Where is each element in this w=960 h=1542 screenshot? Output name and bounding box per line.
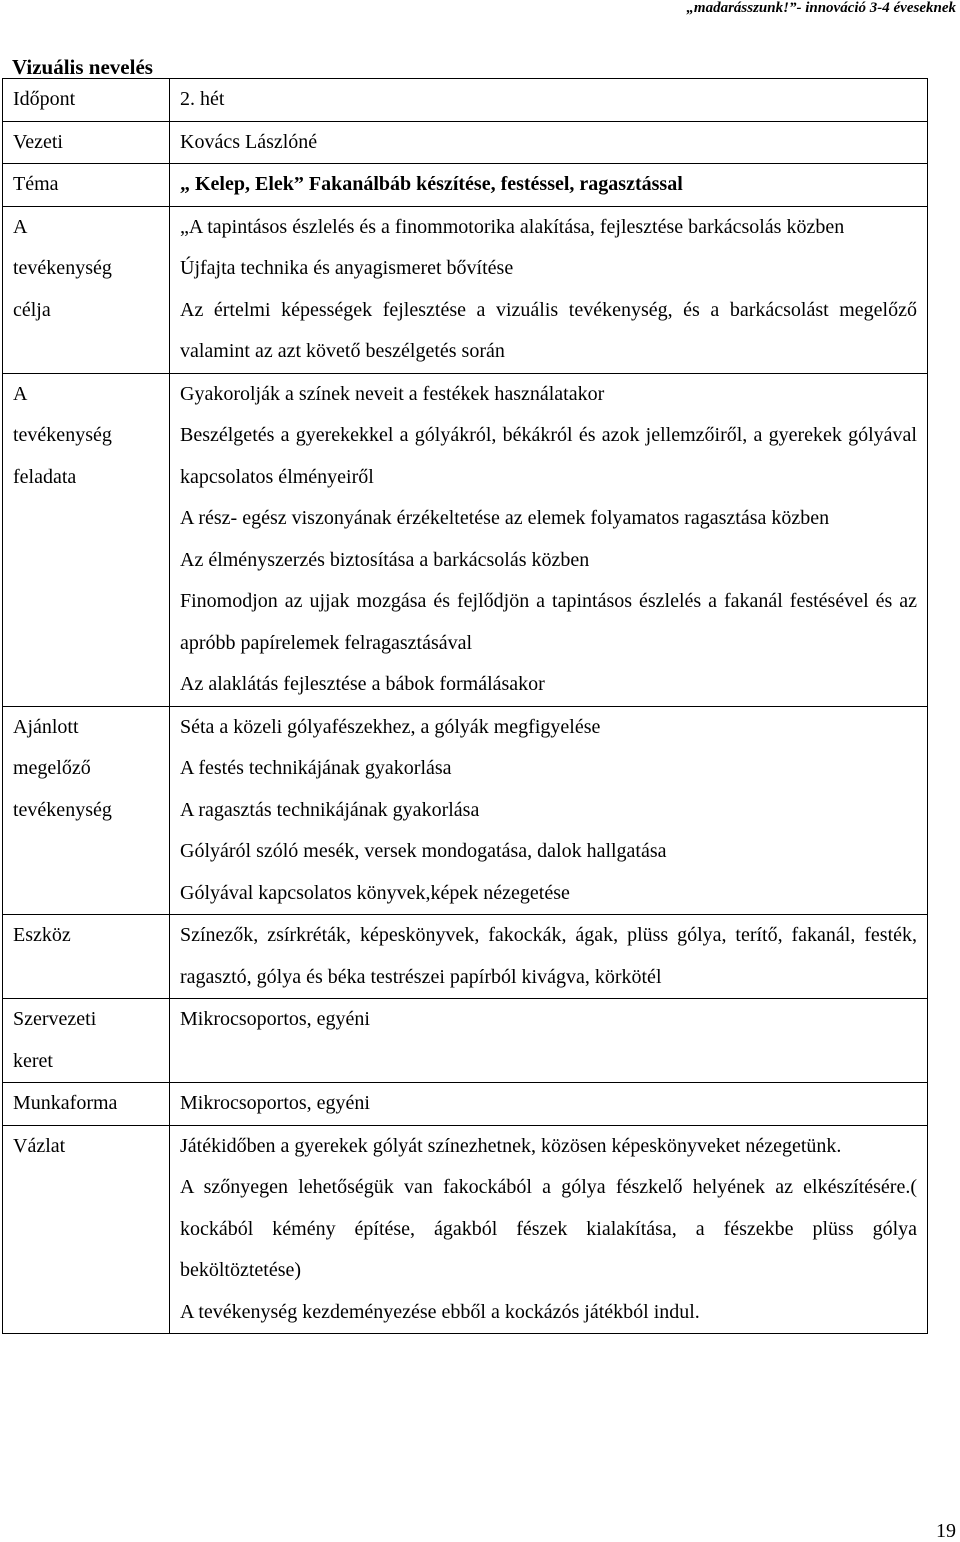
row-szervezeti: [3, 999, 928, 1083]
megelozo-item: A festés technikájának gyakorlása: [180, 757, 452, 779]
row-munkaforma: [3, 1083, 928, 1126]
label-munkaforma: Munkaforma: [3, 1083, 170, 1126]
label-line: tevékenység: [13, 424, 112, 446]
row-vazlat: [3, 1125, 928, 1334]
label-tema: Téma: [3, 164, 170, 207]
megelozo-item: Gólyával kapcsolatos könyvek,képek nézegetése: [180, 881, 570, 904]
label-eszkoz: Eszköz: [3, 915, 170, 999]
value-celja: [170, 206, 928, 373]
vazlat-item: Játékidőben a gyerekek gólyát színezhetnek, közösen képeskönyveket nézegetünk.: [180, 1134, 842, 1157]
label-vezeti: Vezeti: [3, 121, 170, 164]
vazlat-item: A szőnyegen lehetőségük van fakockából a gólya fészkelő helyének az elkészítésére.( kockából kémény építése, ágakból fészek kialakítása, a fészekbe plüss gólya beköltöztetése): [180, 1176, 917, 1281]
label-line: A: [13, 382, 28, 405]
label-line: tevékenység: [13, 257, 112, 279]
label-line: feladata: [13, 465, 77, 488]
megelozo-item: Gólyáról szóló mesék, versek mondogatása, dalok hallgatása: [180, 840, 667, 862]
value-feladata: [170, 373, 928, 706]
row-vezeti: [3, 121, 928, 164]
value-vezeti: Kovács Lászlóné: [170, 121, 928, 164]
value-szervezeti: Mikrocsoportos, egyéni: [170, 999, 928, 1083]
label-feladata: [3, 373, 170, 706]
vazlat-item: A tevékenység kezdeményezése ebből a kockázós játékból indul.: [180, 1300, 700, 1323]
lesson-plan-table: [2, 78, 928, 1334]
header-note: „madarásszunk!”- innováció 3-4 éveseknek: [686, 0, 956, 16]
row-celja: [3, 206, 928, 373]
label-megelozo: [3, 706, 170, 915]
value-eszkoz: Színezők, zsírkréták, képeskönyvek, fakockák, ágak, plüss gólya, terítő, fakanál, festék, ragasztó, gólya és béka testrészei papírból kivágva, körkötél: [170, 915, 928, 999]
value-vazlat: [170, 1125, 928, 1334]
row-idopont: [3, 79, 928, 122]
label-line: Szervezeti: [13, 1008, 97, 1030]
label-line: célja: [13, 298, 51, 321]
value-munkaforma: Mikrocsoportos, egyéni: [170, 1083, 928, 1126]
label-line: keret: [13, 1049, 53, 1072]
row-feladata: [3, 373, 928, 706]
value-megelozo: [170, 706, 928, 915]
label-idopont: Időpont: [3, 79, 170, 122]
label-line: tevékenység: [13, 798, 112, 821]
celja-item: Az értelmi képességek fejlesztése a vizuális tevékenység, és a barkácsolást megelőző valamint az azt követő beszélgetés során: [180, 298, 917, 362]
celja-item: „A tapintásos észlelés és a finommotorika alakítása, fejlesztése barkácsolás közben: [180, 215, 845, 238]
label-celja: [3, 206, 170, 373]
label-szervezeti: [3, 999, 170, 1083]
feladata-item: Gyakorolják a színek neveit a festékek használatakor: [180, 382, 605, 405]
label-vazlat: Vázlat: [3, 1125, 170, 1334]
feladata-item: Finomodjon az ujjak mozgása és fejlődjön a tapintásos észlelés a fakanál festésével és az apróbb papírelemek felragasztásával: [180, 590, 917, 654]
celja-item: Újfajta technika és anyagismeret bővítése: [180, 257, 514, 279]
page-number: 19: [936, 1520, 956, 1542]
megelozo-item: Séta a közeli gólyafészekhez, a gólyák megfigyelése: [180, 715, 601, 738]
megelozo-item: A ragasztás technikájának gyakorlása: [180, 798, 480, 821]
feladata-item: Az élményszerzés biztosítása a barkácsolás közben: [180, 548, 590, 571]
feladata-item: A rész- egész viszonyának érzékeltetése az elemek folyamatos ragasztása közben: [180, 507, 830, 529]
row-eszkoz: [3, 915, 928, 999]
document-title: Vizuális nevelés: [12, 55, 153, 79]
row-megelozo: [3, 706, 928, 915]
label-line: Ajánlott: [13, 715, 79, 738]
label-line: A: [13, 215, 28, 238]
row-tema: [3, 164, 928, 207]
feladata-item: Beszélgetés a gyerekekkel a gólyákról, békákról és azok jellemzőiről, a gyerekek gólyával kapcsolatos élményeiről: [180, 424, 917, 488]
label-line: megelőző: [13, 757, 91, 779]
value-idopont: 2. hét: [170, 79, 928, 122]
feladata-item: Az alaklátás fejlesztése a bábok formálásakor: [180, 673, 545, 695]
value-tema: „ Kelep, Elek” Fakanálbáb készítése, festéssel, ragasztással: [170, 164, 928, 207]
